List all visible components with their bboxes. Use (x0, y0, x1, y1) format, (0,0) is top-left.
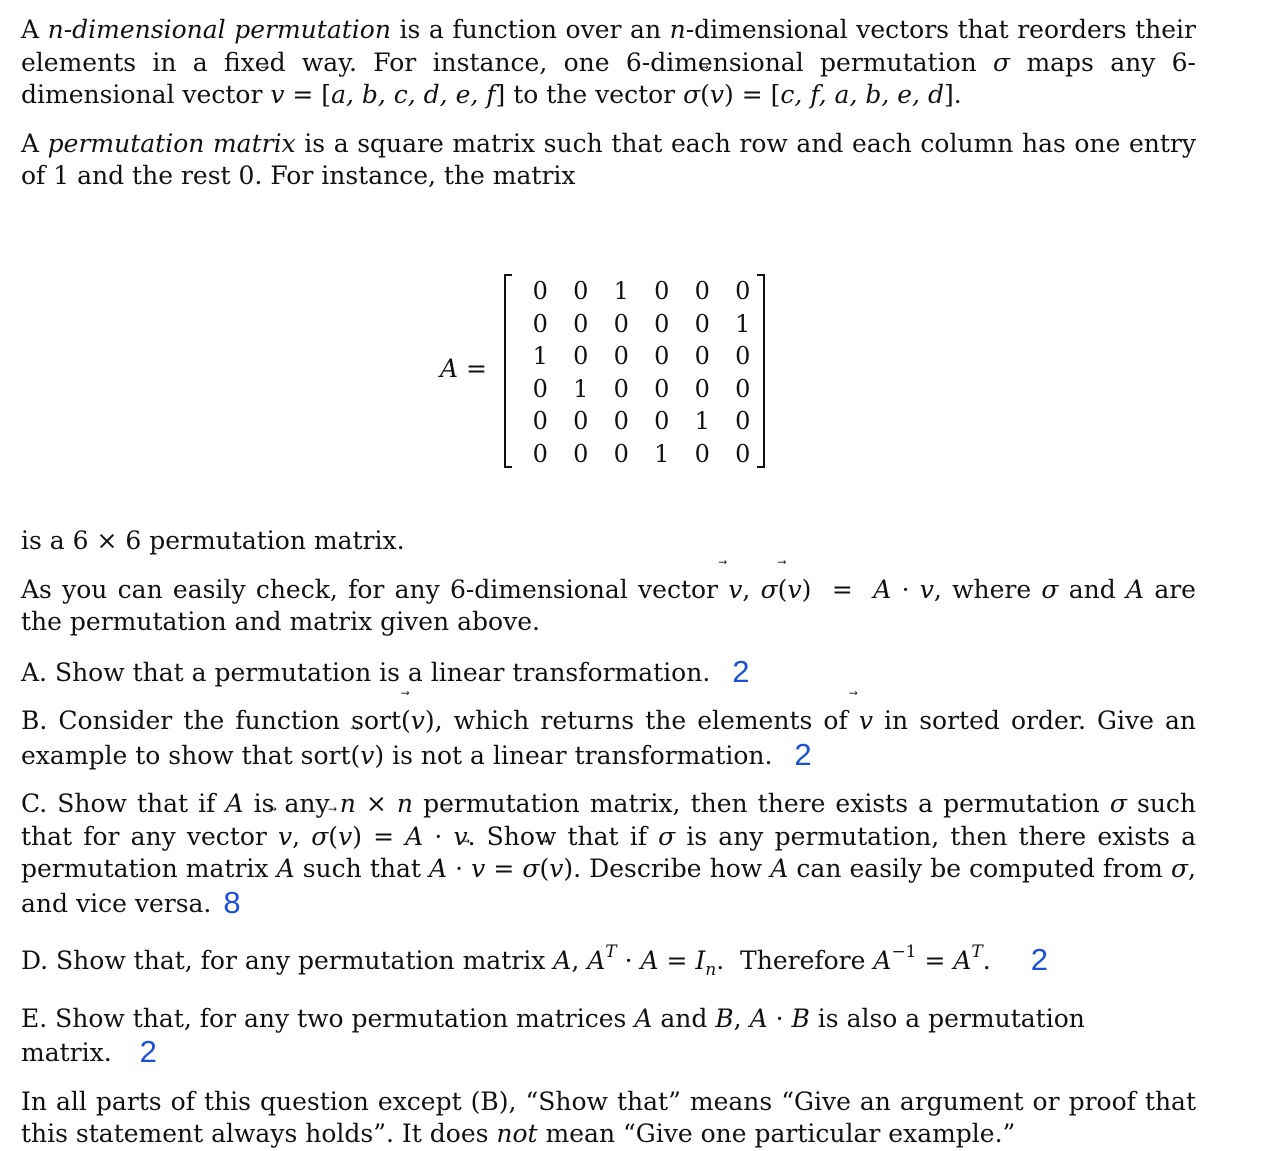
question-e (21, 1003, 1196, 1070)
qc-vec-v: v (278, 821, 293, 851)
matrix-cell: 0 (532, 407, 548, 435)
footer-text-2: mean “Give one particular example.” (537, 1119, 1016, 1148)
matrix-cell: 0 (613, 407, 629, 435)
pm-article: A (21, 128, 48, 158)
check-text-2: , (742, 574, 761, 604)
matrix-cell: 0 (735, 374, 751, 403)
matrix-cell: 0 (573, 439, 589, 468)
qd-I: I (695, 946, 706, 975)
intro-text-2: -dimensional vectors that reorders their elements in a fixed way. For instance, one 6-dimensional permutation (21, 15, 1196, 77)
intro-vec-v2: v (709, 80, 725, 109)
question-b-vec-v: v (410, 706, 425, 735)
intro-eq1: = [ (284, 80, 332, 109)
qd-6: = (916, 946, 954, 975)
qe-A2: A (749, 1003, 768, 1033)
matrix-cell: 0 (613, 439, 629, 468)
qc-vec-v5: v (549, 854, 564, 883)
qd-3: · (616, 946, 641, 975)
matrix-cell: 0 (613, 374, 629, 403)
check-vec-v2: v (787, 574, 802, 604)
intro-paragraph (21, 14, 1196, 112)
qc-3: permutation matrix, then there exists a permutation (413, 789, 1110, 818)
matrix-left-bracket (504, 274, 512, 468)
pm-term: permutation matrix (47, 128, 296, 158)
qd-T: T (605, 942, 617, 962)
intro-eq1-close: ] to the vector (495, 80, 684, 109)
intro-article: A (21, 15, 40, 44)
check-text-1: As you can easily check, for any 6-dimensional vector (21, 574, 729, 604)
qc-8: · (423, 821, 454, 851)
qe-B2: B (791, 1003, 810, 1033)
document-page (21, 14, 1196, 193)
matrix-cell: 0 (532, 309, 548, 338)
qc-sigma2: σ (311, 821, 329, 851)
matrix-cell: 0 (532, 439, 548, 468)
qc-14: ( (539, 854, 550, 883)
qc-4: such that for any vector (21, 789, 1197, 851)
qd-T2: T (971, 942, 983, 962)
question-b-vec-v3: v (360, 740, 375, 770)
qc-7: ) = (352, 821, 406, 851)
matrix-cell: 0 (735, 407, 751, 435)
matrix-right-bracket (757, 274, 765, 468)
matrix-cell: 0 (532, 277, 548, 305)
footer-paragraph (21, 1086, 1196, 1151)
intro-n: n (47, 15, 64, 44)
footer-text-1: In all parts of this question except (B), “Show that” means “Give an argument or proof that this statement always holds”. It does (21, 1086, 1196, 1148)
matrix-cell: 1 (735, 309, 751, 338)
check-A2: A (1126, 574, 1145, 604)
matrix-cell: 0 (613, 342, 629, 370)
footer-not: not (496, 1119, 538, 1148)
check-vec-v: v (728, 574, 743, 604)
qc-11: such that (294, 854, 429, 883)
intro-n2: n (669, 15, 686, 44)
check-text-6: , where (933, 574, 1042, 604)
qc-9: . Show that if (467, 821, 659, 851)
intro-text-3: maps any 6-dimensional vector (21, 47, 1196, 109)
document-page-lower (21, 525, 1196, 1151)
qe-3: , (733, 1003, 750, 1033)
qc-nxn: n × n (339, 789, 414, 818)
question-b-score: 2 (794, 736, 812, 772)
qe-2: and (652, 1003, 716, 1033)
matrix-cell: 1 (573, 374, 589, 403)
matrix-cell: 0 (735, 342, 751, 370)
qc-A5: A (770, 854, 789, 883)
matrix-cell: 1 (532, 342, 548, 370)
question-c-score: 8 (223, 884, 241, 920)
question-a-text: A. Show that a permutation is a linear transformation. (21, 657, 711, 687)
qe-A: A (634, 1003, 653, 1033)
qe-B: B (715, 1003, 734, 1033)
qc-vec-v4: v (471, 854, 486, 883)
matrix-cell: 0 (573, 407, 589, 435)
question-b-text-1: B. Consider the function sort( (21, 706, 411, 735)
intro-paren-close: ) = [ (724, 80, 781, 109)
qc-A4: A (429, 854, 448, 883)
qc-16: can easily be computed from (788, 854, 1171, 883)
matrix-cell: 0 (694, 342, 710, 370)
question-b-text-2: ), which returns the elements of (424, 706, 859, 735)
qc-A3: A (276, 854, 295, 883)
qc-sigma: σ (1109, 789, 1127, 818)
qc-sigma4: σ (522, 854, 540, 883)
matrix-cell: 0 (694, 439, 710, 468)
check-A: A (873, 574, 892, 604)
qd-2: , (571, 946, 588, 975)
qd-7: . (982, 946, 991, 975)
question-d-score: 2 (1030, 942, 1048, 977)
matrix-label-text: A = (440, 354, 487, 383)
qc-sigma5: σ (1170, 854, 1189, 883)
question-b-vec-v2: v (858, 706, 873, 735)
matrix-cell: 1 (613, 277, 629, 305)
qc-12: · (447, 854, 472, 883)
qc-10: is any permutation, then there exists a permutation matrix (21, 821, 1196, 883)
qc-A: A (225, 789, 244, 818)
matrix-cell: 0 (654, 407, 670, 435)
qe-5: is also a permutation matrix. (21, 1003, 1085, 1067)
intro-sigma2: σ (683, 80, 701, 109)
qd-inv: −1 (891, 942, 917, 962)
intro-end: ]. (943, 80, 962, 109)
check-v3: v (919, 574, 934, 604)
matrix-cell: 0 (654, 277, 670, 305)
qc-13: = (485, 854, 523, 883)
qc-17: , and vice versa. (21, 854, 1196, 918)
qd-n: n (705, 960, 717, 980)
check-text-5: · (891, 574, 920, 604)
qd-A3: A (640, 946, 659, 975)
matrix-cell: 0 (573, 277, 589, 305)
qd-A2: A (587, 946, 606, 975)
matrix-cell: 0 (694, 309, 710, 338)
matrix-cell: 0 (654, 309, 670, 338)
matrix-cell: 0 (735, 277, 751, 305)
pm-definition-paragraph (21, 128, 1196, 193)
check-text-7: and (1058, 574, 1127, 604)
check-text-4: ) = (801, 574, 874, 604)
check-text-8: are the permutation and matrix given above. (21, 574, 1196, 636)
matrix-grid (520, 275, 763, 470)
matrix-cell: 0 (735, 439, 751, 468)
qc-vec-v3: v (453, 821, 468, 851)
matrix-cell: 0 (654, 342, 670, 370)
matrix-cell: 1 (654, 439, 670, 468)
qd-A5: A (953, 946, 972, 975)
question-b-text-3: in sorted order. Give an example to show that sort( (21, 706, 1196, 770)
intro-result-elems: c, f, a, b, e, d (780, 80, 944, 109)
qc-1: C. Show that if (21, 789, 226, 818)
qc-15: ). Describe how (563, 854, 771, 883)
question-a-score: 2 (732, 653, 750, 689)
qc-sigma3: σ (658, 821, 676, 851)
question-e-score: 2 (139, 1034, 157, 1069)
question-b-text-4: ) is not a linear transformation. (374, 740, 773, 770)
pm-rest: is a square matrix such that each row and each column has one entry of 1 and the rest 0. For instance, the matrix (21, 128, 1196, 190)
qd-A4: A (873, 946, 892, 975)
question-c (21, 788, 1196, 920)
qc-vec-v2: v (338, 821, 353, 851)
intro-term: -dimensional permutation (63, 15, 391, 44)
check-sigma2: σ (1041, 574, 1059, 604)
matrix-cell: 0 (694, 374, 710, 403)
intro-vec-elems: a, b, c, d, e, f (331, 80, 496, 109)
intro-vec-v: v (270, 80, 285, 109)
qe-1: E. Show that, for any two permutation matrices (21, 1003, 635, 1033)
question-a (21, 655, 1196, 690)
qd-4: = (658, 946, 696, 975)
intro-paren-open: ( (700, 80, 710, 109)
intro-sigma: σ (993, 47, 1011, 77)
after-matrix-text: is a 6 × 6 permutation matrix. (21, 526, 405, 555)
matrix-cell: 0 (613, 309, 629, 338)
question-d (21, 936, 1196, 987)
qc-6: ( (328, 821, 339, 851)
qd-A: A (553, 946, 572, 975)
qd-5: . Therefore (716, 946, 874, 975)
matrix-cell: 0 (694, 277, 710, 305)
qd-1: D. Show that, for any permutation matrix (21, 946, 554, 975)
matrix-cell: 0 (532, 374, 548, 403)
check-text-3: ( (777, 574, 788, 604)
check-sigma: σ (760, 574, 778, 604)
qc-5: , (292, 821, 312, 851)
qc-A2: A (405, 821, 424, 851)
matrix-cell: 0 (654, 374, 670, 403)
qc-2: is any (243, 789, 340, 818)
matrix-label (440, 354, 487, 383)
matrix-cell: 0 (573, 342, 589, 370)
intro-text-1: is a function over an (390, 15, 670, 44)
matrix-cell: 1 (694, 407, 710, 435)
matrix-cell: 0 (573, 309, 589, 338)
check-paragraph (21, 574, 1196, 639)
question-b (21, 705, 1196, 772)
qe-4: · (767, 1003, 792, 1033)
